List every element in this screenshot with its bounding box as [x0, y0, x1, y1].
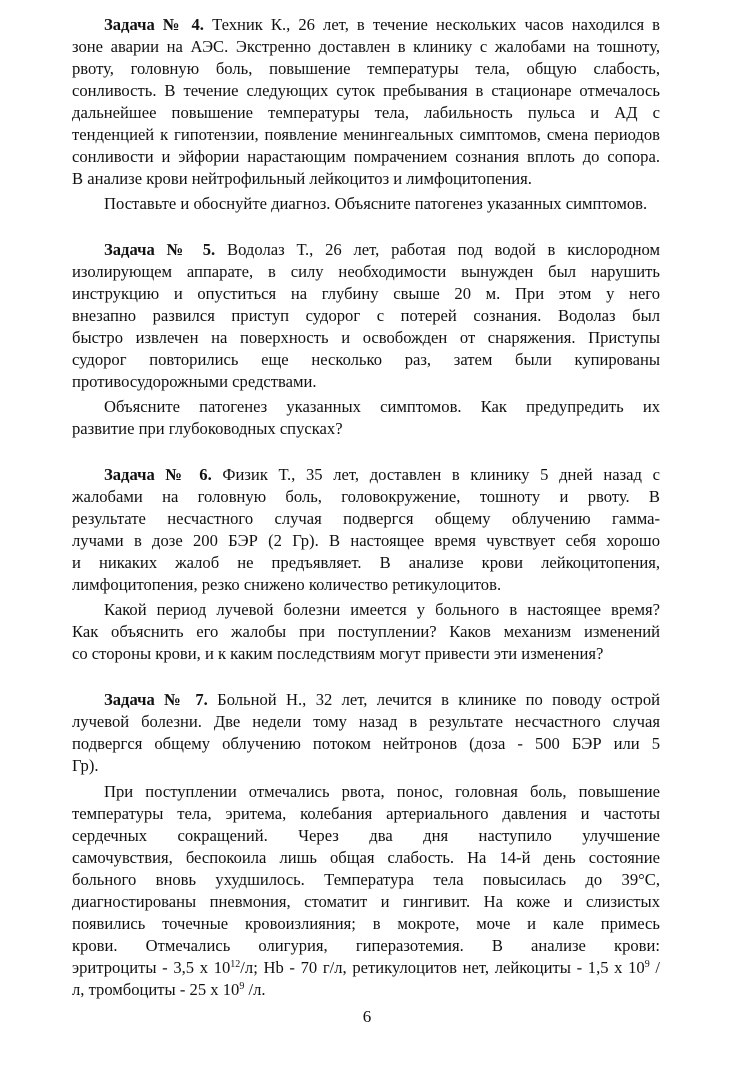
task-4-line-3: рвоту, головную боль, повышение температуры тела, общую слабость, [72, 59, 660, 78]
task-7-line-3: подвергся общему облучению потоком нейтронов (доза - 500 БЭР или 5 [72, 734, 660, 753]
task-6-line-5: и никаких жалоб не предъявляет. В анализе крови лейкоцитопения, [72, 553, 660, 572]
task-7-para2-line-2: температуры тела, эритема, колебания артериального давления и частоты [72, 804, 660, 823]
task-7-para2-line-6: диагностированы пневмония, стоматит и гингивит. На коже и слизистых [72, 892, 660, 911]
task-7-para2-line-3: сердечных сокращений. Через два дня наступило улучшение [72, 826, 660, 845]
task-5-question-line-1: Объясните патогенез указанных симптомов. Как предупредить их [104, 397, 660, 416]
task-7-blood-line-2: л, тромбоциты - 25 х $10^9$ /л. [72, 980, 266, 999]
task-7-para2-line-7: появились точечные кровоизлияния; в мокроте, моче и кале примесь [72, 914, 660, 933]
task-4-line-6: тенденцией к гипотензии, появление менингеальных симптомов, смена периодов [72, 125, 660, 144]
task-7-blood-line-1: эритроциты - 3,5 х $10^{12}/л$; Hb - 70 г/л, ретикулоцитов нет, лейкоциты - 1,5 х $10^9$ / [72, 958, 660, 977]
task-5-line-6: судорог повторились еще несколько раз, затем были купированы [72, 350, 660, 369]
task-7-para2-line-5: больного вновь ухудшилось. Температура тела повысилась до 39°С, [72, 870, 660, 889]
task-5-line-7: противосудорожными средствами. [72, 372, 317, 391]
task-4-line-2: зоне аварии на АЭС. Экстренно доставлен в клинику с жалобами на тошноту, [72, 37, 660, 56]
task-7-para2-line-1: При поступлении отмечались рвота, понос, головная боль, повышение [104, 782, 660, 801]
task-5-line-4: внезапно развился приступ судорог с потерей сознания. Водолаз был [72, 306, 660, 325]
task-5-line-2: изолирующем аппарате, в силу необходимости вынужден был нарушить [72, 262, 660, 281]
task-4-line-4: сонливость. В течение следующих суток пребывания в стационаре отмечалось [72, 81, 660, 100]
task-6-label: Задача № 6. [104, 465, 212, 484]
task-4-question: Поставьте и обоснуйте диагноз. Объясните патогенез указанных симптомов. [104, 194, 648, 213]
task-4-line-8: В анализе крови нейтрофильный лейкоцитоз и лимфоцитопения. [72, 169, 532, 188]
task-7-para2-line-8: крови. Отмечались олигурия, гиперазотемия. В анализе крови: [72, 936, 660, 955]
task-6-question-line-2: Как объяснить его жалобы при поступлении? Каков механизм изменений [72, 622, 660, 641]
task-6-line-6: лимфоцитопения, резко снижено количество ретикулоцитов. [72, 575, 502, 594]
task-6-line-2: жалобами на головную боль, головокружение, тошноту и рвоту. В [72, 487, 660, 506]
task-4-label: Задача № 4. [104, 15, 204, 34]
task-4-line-1: Задача № 4. Техник К., 26 лет, в течение нескольких часов находился в [104, 15, 660, 34]
task-6-question-line-3: со стороны крови, и к каким последствиям могут привести эти изменения? [72, 644, 604, 663]
page-number: 6 [362, 1007, 372, 1026]
task-6-question-line-1: Какой период лучевой болезни имеется у больного в настоящее время? [104, 600, 660, 619]
task-7-line-2: лучевой болезни. Две недели тому назад в результате несчастного случая [72, 712, 660, 731]
task-5-line-5: быстро извлечен на поверхность и освобожден от снаряжения. Приступы [72, 328, 660, 347]
task-4-line-7: сонливости и эйфории нарастающим помрачением сознания вплоть до сопора. [72, 147, 660, 166]
task-5-label: Задача № 5. [104, 240, 216, 259]
task-5-question-line-2: развитие при глубоководных спусках? [72, 419, 343, 438]
task-6-line-4: лучами в дозе 200 БЭР (2 Гр). В настоящее время чувствует себя хорошо [72, 531, 660, 550]
task-7-label: Задача № 7. [104, 690, 208, 709]
task-4-line-5: дальнейшее повышение температуры тела, лабильность пульса и АД с [72, 103, 660, 122]
task-7-line-1: Задача № 7. Больной Н., 32 лет, лечится в клинике по поводу острой [104, 690, 660, 709]
task-5-line-3: инструкцию и опуститься на глубину свыше 20 м. При этом у него [72, 284, 660, 303]
task-6-line-3: результате несчастного случая подвергся общему облучению гамма- [72, 509, 660, 528]
task-5-line-1: Задача № 5. Водолаз Т., 26 лет, работая под водой в кислородном [104, 240, 660, 259]
task-7-line-4: Гр). [72, 756, 99, 775]
task-6-line-1: Задача № 6. Физик Т., 35 лет, доставлен в клинику 5 дней назад с [104, 465, 660, 484]
task-7-para2-line-4: самочувствия, беспокоила лишь общая слабость. На 14-й день состояние [72, 848, 660, 867]
